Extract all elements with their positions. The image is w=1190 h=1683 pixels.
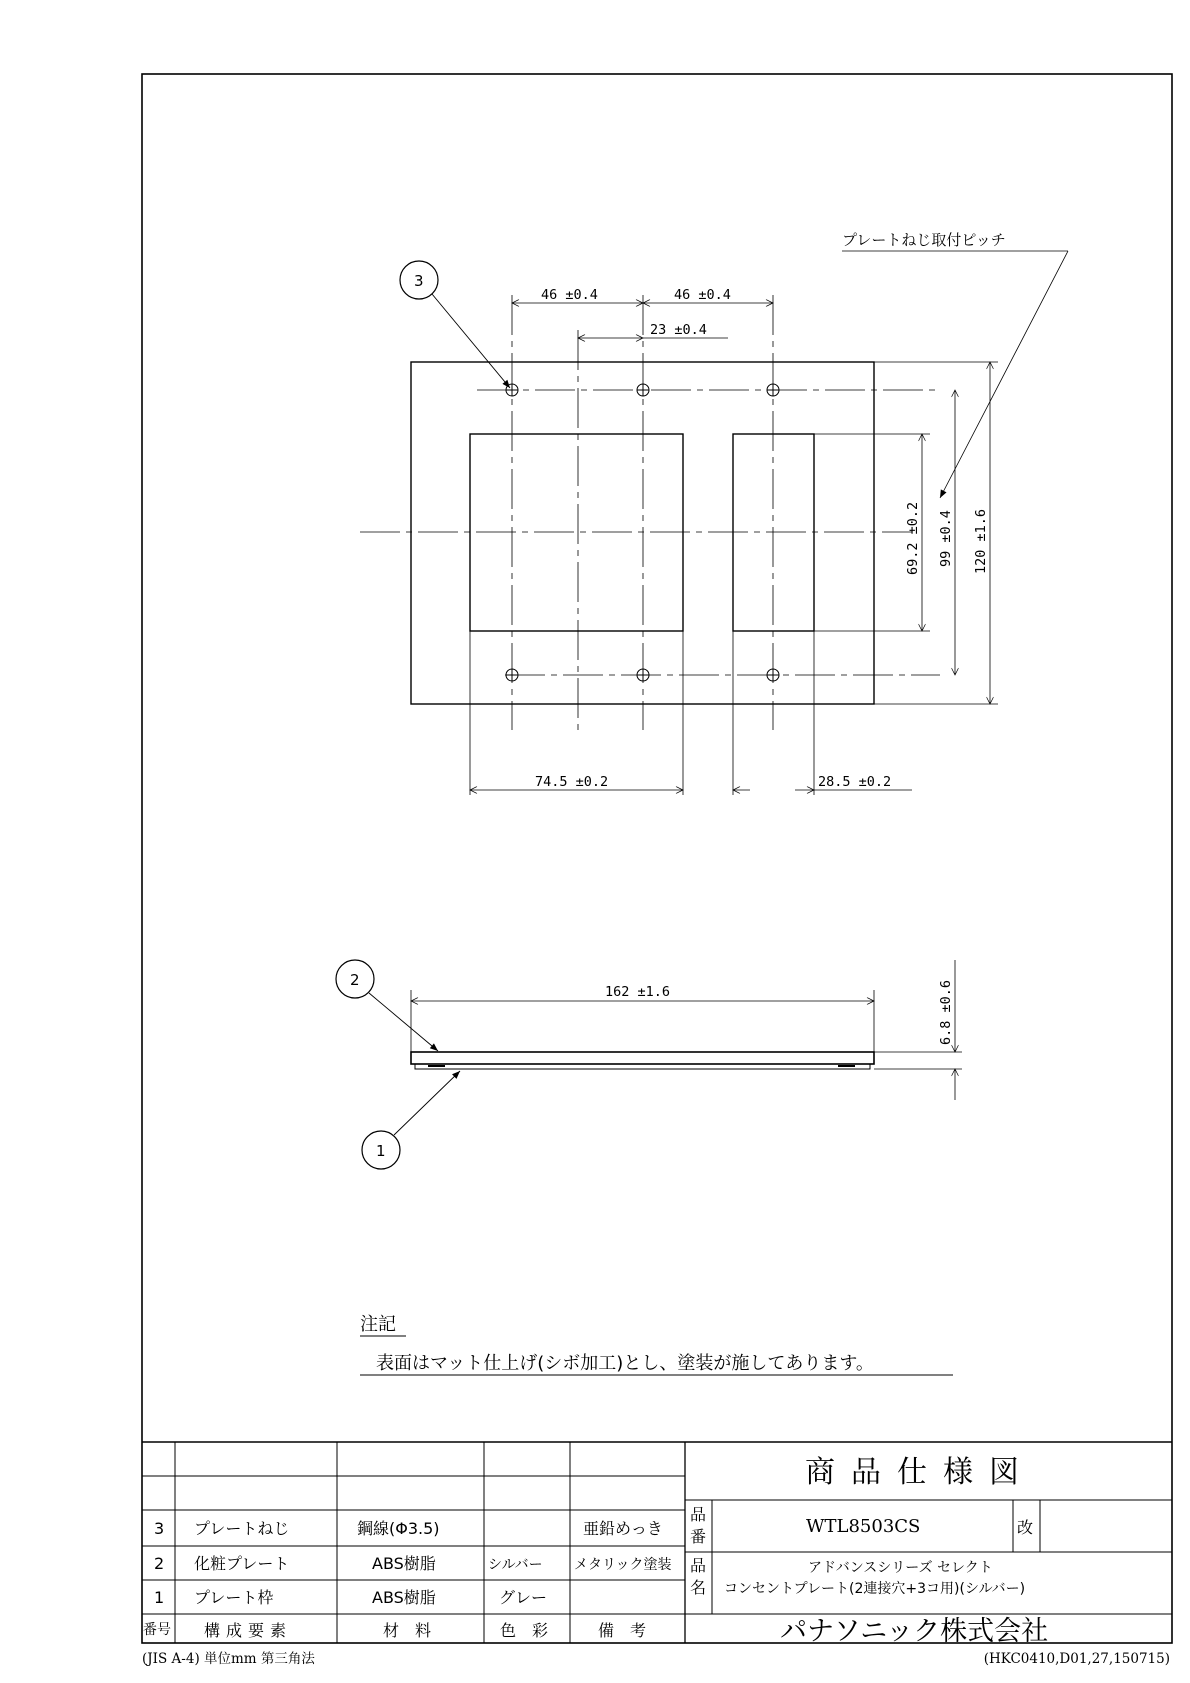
part-row-1-color: グレー (499, 1588, 548, 1607)
dim-text-right-pitch: 46 ±0.4 (674, 287, 731, 303)
header-no: 番号 (143, 1622, 171, 1638)
product-name-line2: コンセントプレート(2連接穴+3コ用)(シルバー) (724, 1581, 1026, 1597)
part-row-1-name: プレート枠 (194, 1588, 274, 1607)
screw-bottom-left (506, 669, 518, 681)
header-remarks: 備考 (598, 1621, 663, 1640)
screw-top-right (767, 384, 779, 396)
part-no-label-1: 品 (690, 1505, 707, 1524)
part-row-2-no: 2 (154, 1554, 165, 1573)
front-view-text (414, 231, 1006, 790)
front-view (360, 251, 1068, 795)
dim-text-opening-height: 69.2 ±0.2 (905, 501, 921, 575)
part-row-2-remarks: メタリック塗装 (574, 1557, 672, 1573)
part-row-3-remarks: 亜鉛めっき (583, 1519, 663, 1538)
part-no-label-2: 番 (690, 1527, 707, 1546)
dim-text-left-pitch: 46 ±0.4 (541, 287, 598, 303)
product-name-line1: アドバンスシリーズ セレクト (808, 1560, 993, 1576)
footer (142, 1650, 1170, 1667)
company-name: パナソニック株式会社 (780, 1616, 1049, 1647)
title-block-text (143, 1455, 1048, 1647)
drawing-border (142, 74, 1172, 1643)
part-row-2-name: 化粧プレート (194, 1554, 290, 1573)
header-name: 構成要素 (204, 1621, 293, 1640)
drawing-title: 商品仕様図 (805, 1455, 1035, 1490)
footer-doc-code: (HKC0410,D01,27,150715) (983, 1651, 1170, 1667)
footer-standard: (JIS A-4) 単位mm 第三角法 (142, 1651, 315, 1667)
callout-number-2: 2 (350, 971, 360, 989)
screw-bottom-right (767, 669, 779, 681)
name-label-2: 名 (690, 1578, 707, 1597)
part-row-1-material: ABS樹脂 (372, 1588, 436, 1607)
pitch-label-leader (940, 251, 1068, 498)
part-row-1-no: 1 (154, 1588, 165, 1607)
name-label-1: 品 (690, 1556, 707, 1575)
plate-outline (411, 362, 874, 704)
part-row-3-name: プレートねじ (194, 1519, 290, 1538)
dim-text-side-width: 162 ±1.6 (605, 984, 671, 1000)
pitch-label: プレートねじ取付ピッチ (842, 231, 1006, 249)
left-opening (470, 434, 683, 631)
dim-text-half-pitch: 23 ±0.4 (650, 322, 707, 338)
part-row-2-material: ABS樹脂 (372, 1554, 436, 1573)
screw-top-mid (637, 384, 649, 396)
screw-bottom-mid (637, 669, 649, 681)
callout-leader-2 (369, 993, 438, 1051)
dim-text-right-opening: 28.5 ±0.2 (818, 774, 892, 790)
side-plate-body (411, 1052, 874, 1064)
callout-number-1: 1 (376, 1142, 386, 1160)
revision-label: 改 (1017, 1518, 1034, 1537)
dim-text-thickness: 6.8 ±0.6 (938, 979, 954, 1045)
notes-title: 注記 (360, 1314, 396, 1335)
callout-leader-1 (394, 1071, 460, 1135)
part-row-2-color: シルバー (488, 1557, 543, 1573)
part-row-3-material: 鋼線(Φ3.5) (357, 1519, 440, 1538)
right-opening (733, 434, 814, 631)
dim-text-height: 120 ±1.6 (973, 508, 989, 574)
notes-text: 表面はマット仕上げ(シボ加工)とし、塗装が施してあります。 (376, 1353, 874, 1374)
part-row-3-no: 3 (154, 1519, 165, 1538)
header-color: 色彩 (500, 1621, 565, 1640)
dim-text-left-opening: 74.5 ±0.2 (535, 774, 609, 790)
header-material: 材料 (383, 1621, 448, 1640)
callout-number-3: 3 (414, 272, 424, 290)
dim-text-screw-pitch-v: 99 ±0.4 (938, 510, 954, 567)
part-number: WTL8503CS (806, 1516, 921, 1537)
notes (360, 1314, 953, 1375)
callout-leader-3 (432, 294, 510, 388)
